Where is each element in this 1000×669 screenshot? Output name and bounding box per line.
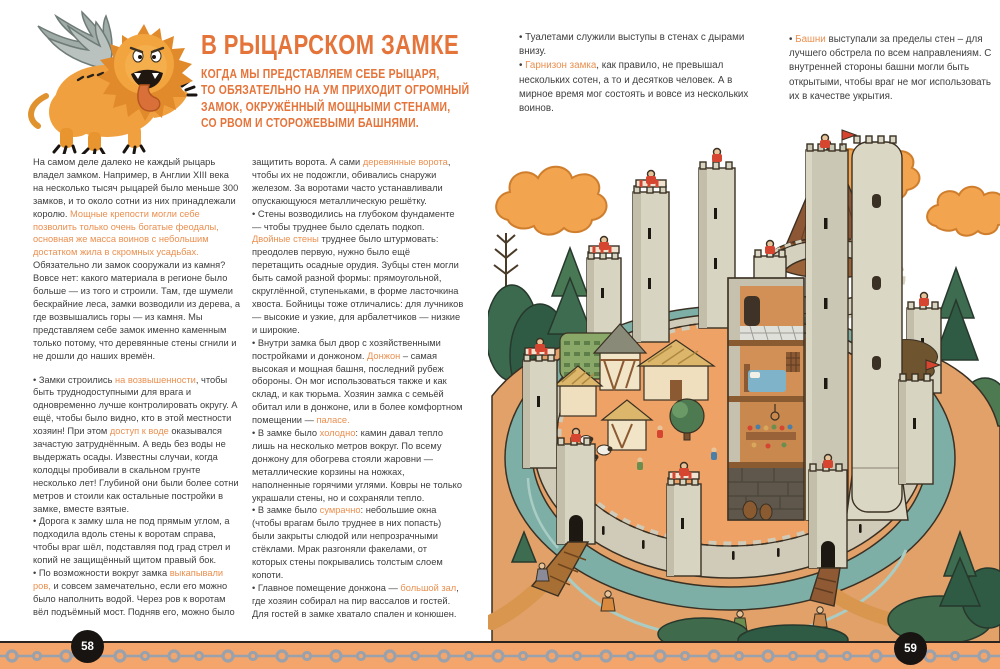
keep-complex: [728, 130, 908, 520]
highlighted-phrase: большой зал: [400, 582, 457, 593]
text-run: – самая высокая и мощная башня, последний рубеж обороны. Он мог использоваться также и как склад, и как тюрьма. Хозяин замка с семьёй обитал или в донжоне, или в более комфортном помещении —: [252, 350, 463, 426]
right-page-column-1: [519, 31, 749, 116]
text-run: • Главное помещение донжона —: [252, 582, 401, 593]
text-run: , чтобы их не подожгли, обивались снаружи железом. За воротами часто устанавливали опускающуюся металлическую решётку.: [252, 157, 451, 206]
orange-clouds: [496, 144, 1000, 235]
text-run: •: [519, 60, 526, 72]
left-page-column-1: [33, 156, 241, 619]
highlighted-phrase: Башни: [795, 34, 826, 45]
page-number-badge: 58: [71, 630, 104, 663]
text-run: и совсем замечательно, если его можно было наполнить водой. Через ров к воротам вёл подъёмный мост. Подняв его, можно было: [33, 581, 235, 617]
text-paragraph: [252, 337, 464, 427]
text-run: оказывался зачастую затруднённым. А ведь без воды не выдержать осады. Известны случаи, когда колодцы пробивали в скальном грунте несколько лет! Глубиной они были более сотни метров и стоили как остальные постройки в замке, вместе взятые.: [33, 426, 239, 514]
subtitle-line: ТО ОБЯЗАТЕЛЬНО НА УМ ПРИХОДИТ ОГРОМНЫЙ: [201, 82, 470, 98]
right-page-column-2: [789, 33, 993, 104]
chapter-header: [201, 30, 469, 132]
text-paragraph: [252, 156, 464, 208]
text-paragraph: [33, 567, 241, 619]
highlighted-phrase: Гарнизон замка: [525, 60, 597, 72]
text-run: : небольшие окна (чтобы врагам было труднее в них попасть) были закрыты слюдой или непрозрачными стёклами. Мрак разгоняли факелами, от которых стены покрывались толстым слоем копоти.: [252, 505, 443, 580]
castle-illustration: [488, 128, 1000, 645]
highlighted-phrase: Донжон: [367, 350, 401, 361]
text-run: • Внутри замка был двор с хозяйственными постройками и донжоном.: [252, 337, 441, 361]
winged-lion-illustration: [12, 6, 207, 154]
wall-tower: [633, 171, 669, 343]
lion-wings: [38, 12, 112, 70]
highlighted-phrase: паласе.: [316, 415, 350, 426]
highlighted-phrase: Мощные крепости могли себе позволить только очень богатые феодалы, основная же масса воинов с небольшим достатком жила в скромных усадьбах.: [33, 208, 219, 258]
highlighted-phrase: холодно: [319, 428, 356, 439]
text-paragraph: [252, 208, 464, 337]
text-paragraph: [519, 31, 749, 59]
text-run: • Дорога к замку шла не под прямым углом, а подходила вдоль стены к воротам справа, чтобы враг шёл, подставляя под град стрел и копий не защищённый щитом правый бок.: [33, 516, 231, 566]
footer-band: [0, 641, 1000, 669]
page-title: В РЫЦАРСКОМ ЗАМКЕ: [201, 29, 460, 60]
text-run: , чтобы быть труднодоступными для врага и одновременно лучше контролировать округу. А ещё, чтобы было видно, кто в этой местности хозяин! При этом: [33, 374, 238, 437]
highlighted-phrase: доступ к воде: [109, 426, 169, 437]
page-number-badge: 59: [894, 632, 927, 665]
text-paragraph: [519, 59, 749, 116]
text-run: На самом деле далеко не каждый рыцарь владел замком. Например, в Англии XIII века на несколько тысяч рыцарей было меньше 300 замков, и то около сотни из них принадлежали королю.: [33, 157, 239, 219]
subtitle-line: ЗАМОК, ОКРУЖЁННЫЙ МОЩНЫМИ СТЕНАМИ,: [201, 98, 451, 114]
text-run: •: [789, 34, 796, 45]
subtitle-line: СО РВОМ И СТОРОЖЕВЫМИ БАШНЯМИ.: [201, 115, 419, 131]
wall-tower: [667, 463, 701, 577]
text-run: : камин давал тепло лишь на несколько метров вокруг. По всему донжону для обогрева стояли жаровни — металлические корзины на ножках, наполненные горячими углями. Ковры не только украшали стены, но и сохраняли тепло.: [252, 428, 463, 503]
text-run: , где хозяин собирал на пир вассалов и гостей. Для гостей в замке хватало спален и конюшен.: [252, 582, 459, 619]
text-run: • Замки строились: [33, 374, 115, 385]
keep-cutaway: [728, 278, 804, 520]
text-run: выступали за пределы стен – для лучшего обстрела по всем направлениям. С внутренней стороны башни могли быть открытыми, чтобы враг не мог использовать их в качестве укрытия.: [789, 34, 992, 102]
text-paragraph: [252, 582, 464, 621]
highlighted-phrase: сумрачно: [319, 505, 361, 516]
highlighted-phrase: на возвышенности: [115, 374, 196, 385]
text-run: • Туалетами служили выступы в стенах с дырами внизу.: [519, 32, 745, 58]
text-paragraph: [252, 427, 464, 504]
highlighted-phrase: Двойные стены: [252, 234, 319, 245]
subtitle-line: КОГДА МЫ ПРЕДСТАВЛЯЕМ СЕБЕ РЫЦАРЯ,: [201, 66, 440, 81]
highlighted-phrase: деревянные ворота: [362, 157, 448, 167]
text-run: , как правило, не превышал нескольких сотен, а то и десятков человек. А в мирное время мог состоять и вовсе из нескольких воинов.: [519, 60, 749, 115]
text-paragraph: [252, 504, 464, 581]
text-run: • Стены возводились на глубоком фундаменте — чтобы труднее было сделать подкоп.: [252, 208, 455, 232]
text-run: • В замке было: [252, 428, 320, 439]
chain-ornament: [0, 643, 1000, 669]
left-page-column-2: [252, 156, 464, 621]
text-run: защитить ворота. А сами: [252, 157, 363, 167]
text-run: • По возможности вокруг замка: [33, 568, 170, 579]
wall-tower: [587, 237, 621, 344]
text-paragraph: [789, 33, 993, 104]
text-paragraph: [33, 515, 241, 567]
text-run: Обязательно ли замок сооружали из камня? Вовсе нет: какого материала в регионе было больше — из того и строили. Там, где шумели бескрайние леса, замки возводили из дерева, а где возвышались горы — из камня. Мы представляем себе замок именно каменным только потому, что деревянные стены сгнили и не дошли до наших времён.: [33, 260, 241, 361]
text-run: • В замке было: [252, 505, 320, 516]
wall-tower: [523, 339, 557, 469]
text-paragraph: [33, 374, 241, 516]
text-paragraph: [33, 156, 241, 363]
chapter-subtitle: [201, 66, 469, 132]
highlighted-phrase: выкапывали ров,: [33, 568, 224, 591]
text-run: труднее было штурмовать: преодолев первую, нужно было ещё перетащить осадные орудия. Зубцы стен могли быть самой разной формы: прямоугольной, скруглённой, ступеньками, в форме ласточкина хвоста. Бойницы тоже отличались: для лучников — высокие и узкие, для арбалетчиков — низкие и широкие.: [252, 234, 464, 335]
